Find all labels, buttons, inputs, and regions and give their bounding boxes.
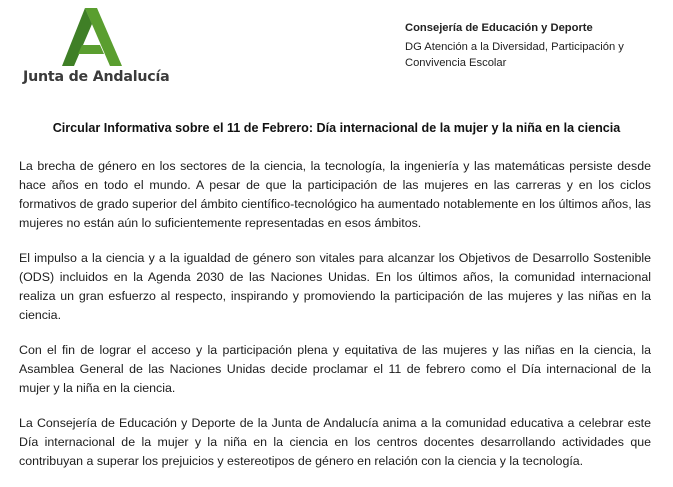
junta-andalucia-logo [20, 8, 170, 90]
department-name: Consejería de Educación y Deporte [405, 22, 593, 34]
document-body [19, 157, 651, 487]
paragraph: La Consejería de Educación y Deporte de la Junta de Andalucía anima a la comunidad educativa a celebrar este Día internacional de la mujer y la niña en la ciencia en los centros docentes desarrollando actividades que contribuyan a superar los prejuicios y estereotipos de género en relación con la ciencia y la tecnología. [19, 416, 651, 468]
logo-text: Junta de Andalucía [23, 69, 170, 85]
junta-andalucia-a-icon [60, 8, 122, 66]
paragraph: Con el fin de lograr el acceso y la participación plena y equitativa de las mujeres y las niñas en la ciencia, la Asamblea General de las Naciones Unidas decide proclamar el 11 de febrero como el Día internacional de la mujer y la niña en la ciencia. [19, 343, 651, 395]
issuing-organization [405, 20, 655, 71]
paragraph: El impulso a la ciencia y a la igualdad de género son vitales para alcanzar los Objetivos de Desarrollo Sostenible (ODS) incluidos en la Agenda 2030 de las Naciones Unidas. En los últimos años, la comunidad internacional realiza un gran esfuerzo al respecto, inspirando y promoviendo la participación de las mujeres y las niñas en la ciencia. [19, 251, 651, 322]
paragraph: La brecha de género en los sectores de la ciencia, la tecnología, la ingeniería y las matemáticas persiste desde hace años en todo el mundo. A pesar de que la participación de las mujeres en las carreras y en los ciclos formativos de grado superior del ámbito científico-tecnológico ha aumentado notablemente en los últimos años, las mujeres no están aún lo suficientemente representadas en esos ámbitos. [19, 159, 651, 230]
document-title: Circular Informativa sobre el 11 de Febrero: Día internacional de la mujer y la niña en la ciencia [52, 121, 621, 135]
directorate-name: DG Atención a la Diversidad, Participación y Convivencia Escolar [405, 41, 624, 69]
